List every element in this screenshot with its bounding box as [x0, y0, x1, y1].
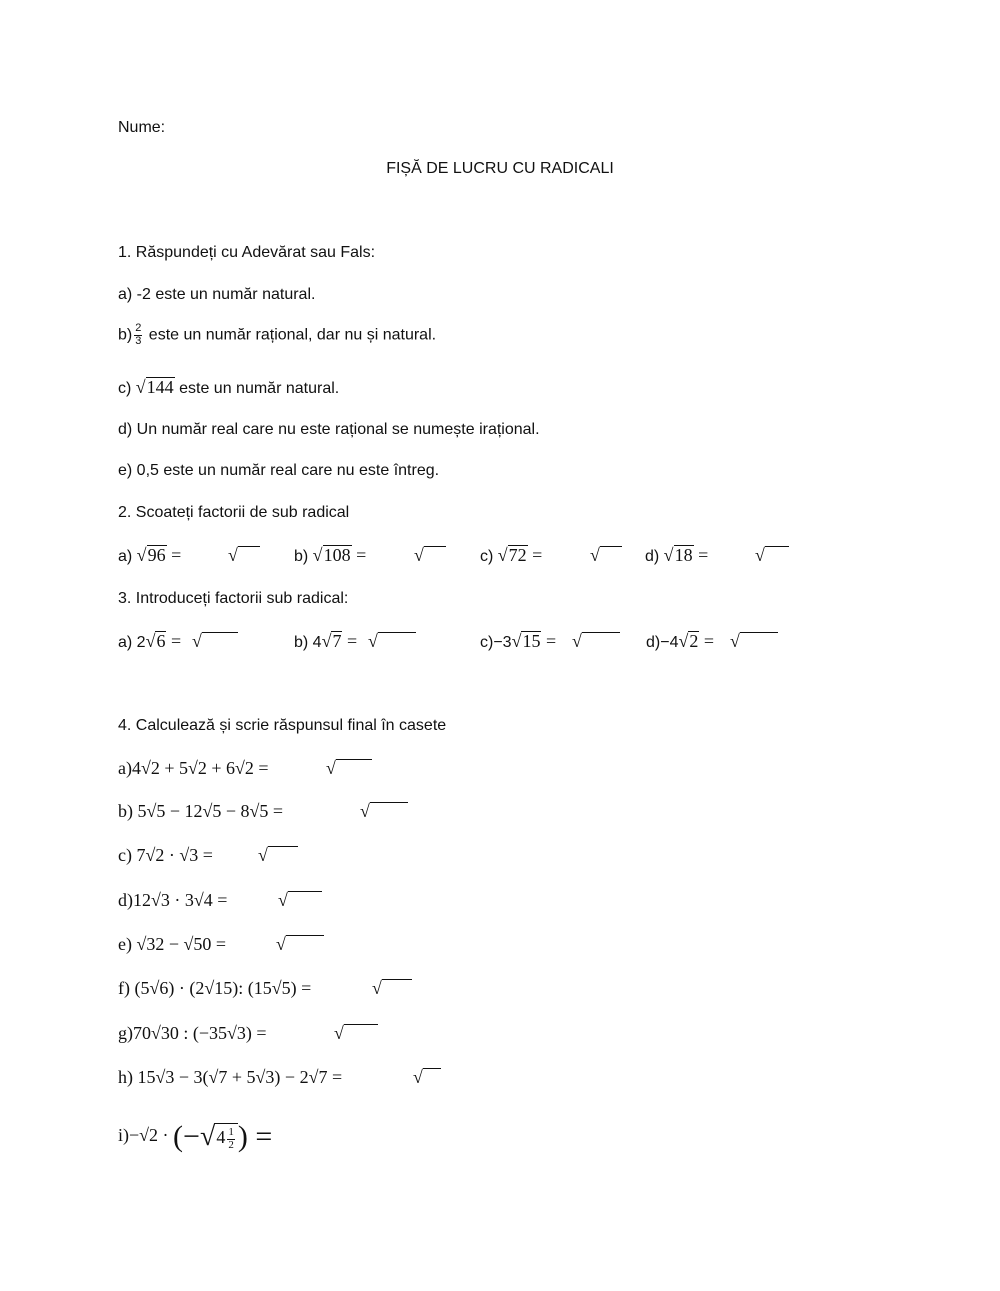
ex2-heading: 2. Scoateți factorii de sub radical: [118, 504, 350, 521]
ex4-item-e: e) √32 − √50 =: [118, 934, 227, 954]
radicand: 108: [323, 545, 351, 565]
radical-sign: √: [192, 631, 202, 651]
ex3-heading: 3. Introduceți factorii sub radical:: [118, 590, 349, 607]
equals: =: [699, 631, 715, 651]
ex3-prefix: d)−4: [646, 634, 679, 651]
ex1-c-text: este un număr natural.: [174, 380, 340, 397]
radicand: 96: [147, 545, 166, 565]
radicand: 18: [674, 545, 693, 565]
ex2-item-c: [480, 545, 542, 566]
ex3-prefix: b) 4: [294, 634, 322, 651]
ex4-heading: 4. Calculează și scrie răspunsul final în casete: [118, 717, 447, 734]
ex3-item-b: [294, 631, 357, 652]
radical-sign: √: [590, 545, 600, 565]
radical-sign: √: [497, 545, 508, 565]
ex2-item-a: [118, 545, 181, 566]
radicand: 6: [156, 631, 166, 651]
ex1-b-prefix: b): [118, 326, 133, 344]
sqrt-expression: [146, 631, 182, 651]
ex3-b-answer-box[interactable]: [368, 631, 416, 652]
page-title: FIȘĂ DE LUCRU CU RADICALI: [386, 160, 614, 177]
ex2-c-answer-box[interactable]: [590, 545, 622, 566]
radical-sign: √: [413, 1067, 423, 1087]
radical-sign: √: [678, 631, 689, 651]
sqrt-expression: [322, 631, 358, 651]
ex2-a-answer-box[interactable]: [228, 545, 260, 566]
radical-sign: √: [278, 890, 288, 910]
radical-sign: √: [321, 631, 332, 651]
fraction: [134, 323, 142, 347]
equals: =: [541, 631, 557, 651]
equals: =: [166, 631, 182, 651]
fraction-numerator: 2: [135, 322, 142, 334]
ex3-d-answer-box[interactable]: [730, 631, 778, 652]
radical-sign: √: [755, 545, 765, 565]
ex2-prefix: a): [118, 548, 137, 565]
ex4-item-c: c) 7√2 · √3 =: [118, 845, 213, 865]
equals: =: [527, 545, 543, 565]
radical-sign: √: [511, 631, 522, 651]
radical-sign: √: [360, 801, 370, 821]
fraction: [227, 1127, 235, 1151]
ex3-prefix: c)−3: [480, 634, 512, 651]
radicand: 2: [689, 631, 699, 651]
ex4-item-h: h) 15√3 − 3(√7 + 5√3) − 2√7 =: [118, 1067, 343, 1087]
ex4-item-b: b) 5√5 − 12√5 − 8√5 =: [118, 801, 284, 821]
radical-sign: √: [258, 845, 268, 865]
radical-sign: √: [730, 631, 740, 651]
radicand: 144: [146, 377, 174, 397]
ex1-item-e: e) 0,5 este un număr real care nu este întreg.: [118, 462, 440, 479]
radicand: [215, 1123, 238, 1151]
radicand: 15: [522, 631, 541, 651]
radical-sign: √: [312, 545, 323, 565]
ex4-item-d: d)12√3 · 3√4 =: [118, 890, 228, 910]
ex2-prefix: c): [480, 548, 498, 565]
radical-sign: √: [326, 758, 336, 778]
ex4-item-g: g)70√30 : (−35√3) =: [118, 1023, 267, 1043]
equals: =: [351, 545, 367, 565]
radicand: 7: [332, 631, 342, 651]
ex2-d-answer-box[interactable]: [755, 545, 789, 566]
sqrt-expression: [512, 631, 557, 651]
radical-sign: √: [663, 545, 674, 565]
ex1-item-c: [118, 377, 339, 398]
sqrt-expression: [137, 545, 182, 565]
ex1-heading: 1. Răspundeți cu Adevărat sau Fals:: [118, 244, 376, 261]
radical-sign: √: [199, 1121, 216, 1152]
open-paren: (−: [173, 1120, 200, 1153]
sqrt-expression: [313, 545, 367, 565]
ex2-prefix: b): [294, 548, 313, 565]
sqrt-expression: [498, 545, 543, 565]
ex4-d-answer-box[interactable]: [278, 890, 322, 911]
ex1-item-b: [118, 323, 436, 347]
ex2-item-b: [294, 545, 366, 566]
ex3-c-answer-box[interactable]: [572, 631, 620, 652]
ex4-e-answer-box[interactable]: [276, 934, 324, 955]
mixed-whole: 4: [216, 1127, 226, 1148]
ex4-item-f: f) (5√6) · (2√15): (15√5) =: [118, 978, 312, 998]
ex4-a-answer-box[interactable]: [326, 758, 372, 779]
radical-sign: √: [136, 545, 147, 565]
fraction-denominator: 3: [135, 334, 142, 347]
radical-sign: √: [572, 631, 582, 651]
ex2-item-d: [645, 545, 708, 566]
fraction-denominator: 2: [228, 1138, 234, 1151]
radical-sign: √: [372, 978, 382, 998]
sqrt-expression: [678, 631, 714, 651]
equals: =: [342, 631, 358, 651]
radical-sign: √: [145, 631, 156, 651]
ex1-item-d: d) Un număr real care nu este rațional se numește irațional.: [118, 421, 540, 438]
sqrt-expression: [664, 545, 709, 565]
equals: =: [693, 545, 709, 565]
equals: =: [166, 545, 182, 565]
ex1-c-prefix: c): [118, 380, 136, 397]
ex4-f-answer-box[interactable]: [372, 978, 412, 999]
ex4-b-answer-box[interactable]: [360, 801, 408, 822]
ex1-item-a: a) -2 este un număr natural.: [118, 286, 316, 303]
ex4-i-prefix: i)−√2 ·: [118, 1125, 174, 1146]
ex3-item-a: [118, 631, 181, 652]
ex4-g-answer-box[interactable]: [334, 1023, 378, 1044]
radical-sign: √: [334, 1023, 344, 1043]
ex4-h-answer-box[interactable]: [413, 1067, 441, 1088]
radical-sign: √: [135, 377, 146, 397]
ex3-item-d: [646, 631, 714, 652]
ex4-item-a: a)4√2 + 5√2 + 6√2 =: [118, 758, 269, 778]
ex1-b-text: este un număr rațional, dar nu și natural.: [144, 326, 437, 344]
fraction-numerator: 1: [228, 1125, 234, 1138]
radical-sign: √: [228, 545, 238, 565]
ex4-item-i: [118, 1120, 272, 1154]
ex3-prefix: a) 2: [118, 634, 146, 651]
radicand: 72: [508, 545, 527, 565]
ex3-item-c: [480, 631, 556, 652]
ex3-a-answer-box[interactable]: [192, 631, 238, 652]
ex2-prefix: d): [645, 548, 664, 565]
ex2-b-answer-box[interactable]: [414, 545, 446, 566]
close-paren-equals: ) =: [237, 1120, 273, 1153]
radical-sign: √: [368, 631, 378, 651]
sqrt-expression: [136, 377, 175, 397]
radical-sign: √: [276, 934, 286, 954]
ex4-c-answer-box[interactable]: [258, 845, 298, 866]
name-label: Nume:: [118, 119, 166, 136]
radical-sign: √: [414, 545, 424, 565]
